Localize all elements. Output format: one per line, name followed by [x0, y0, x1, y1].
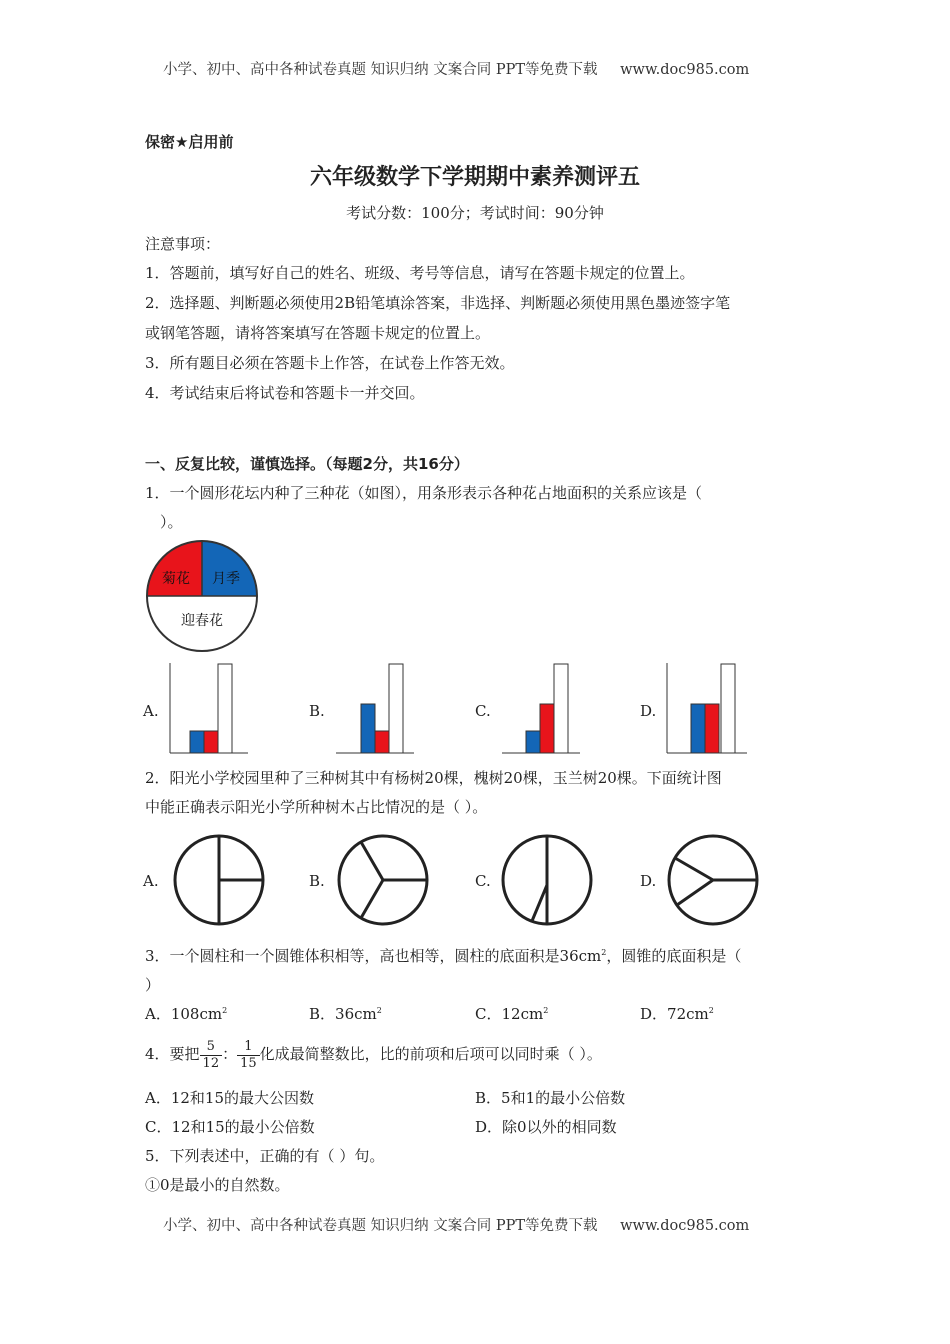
q2-text-cont: 中能正确表示阳光小学所种树木占比情况的是（ ）。 [145, 798, 488, 816]
q3-option-c[interactable]: C．$12cm^2$ [475, 1005, 549, 1023]
q2-option-b[interactable]: B. [309, 872, 325, 890]
flower-label: 菊花 [162, 571, 190, 587]
q4-option-d[interactable]: D．除0以外的相同数 [475, 1118, 617, 1136]
flower-bed-diagram [144, 538, 262, 654]
bar-chart-option-b[interactable] [334, 661, 416, 755]
bar [375, 731, 389, 753]
bar [691, 704, 705, 753]
pie-chart-option-a[interactable] [172, 833, 266, 927]
bar [554, 664, 568, 753]
footer-site[interactable]: www.doc985.com [620, 1218, 750, 1234]
q3-text-cont: ） [145, 976, 161, 994]
bar [705, 704, 719, 753]
q3-option-b[interactable]: B．$36cm^2$ [309, 1005, 382, 1023]
footer-text: 小学、初中、高中各种试卷真题 知识归纳 文案合同 PPT等免费下载 [163, 1218, 598, 1234]
page-subtitle: 考试分数：100分；考试时间：90分钟 [346, 204, 604, 222]
q2-option-d[interactable]: D. [640, 872, 657, 890]
q1-option-d[interactable]: D. [640, 702, 657, 720]
page-footer [163, 1214, 749, 1235]
q4-option-a[interactable]: A．12和15的最大公因数 [145, 1089, 315, 1107]
q1-text-cont: ）。 [160, 513, 183, 531]
note-item: 或钢笔答题，请将答案填写在答题卡规定的位置上。 [145, 324, 491, 342]
q5-item: ①0是最小的自然数。 [145, 1176, 290, 1194]
bar [526, 731, 540, 753]
bar-chart-option-d[interactable] [665, 661, 749, 755]
fraction: $\frac{1}{15}$ [237, 1039, 260, 1072]
notes-heading: 注意事项： [145, 235, 221, 253]
q1-option-c[interactable]: C. [475, 702, 491, 720]
q4-option-c[interactable]: C．12和15的最小公倍数 [145, 1118, 315, 1136]
bar [218, 664, 232, 753]
pie-chart-option-b[interactable] [336, 833, 430, 927]
page-title: 六年级数学下学期期中素养测评五 [309, 165, 640, 190]
note-item: 3．所有题目必须在答题卡上作答，在试卷上作答无效。 [145, 354, 515, 372]
q1-option-a[interactable]: A. [143, 702, 159, 720]
header-text: 小学、初中、高中各种试卷真题 知识归纳 文案合同 PPT等免费下载 [163, 62, 598, 78]
bar [721, 664, 735, 753]
header-site[interactable]: www.doc985.com [620, 62, 750, 78]
bar [389, 664, 403, 753]
note-item: 2．选择题、判断题必须使用2B铅笔填涂答案，非选择、判断题必须使用黑色墨迹签字笔 [145, 294, 731, 312]
pie-chart-option-c[interactable] [500, 833, 594, 927]
q5-text: 5．下列表述中，正确的有（ ）句。 [145, 1147, 385, 1165]
bar-chart-option-a[interactable] [168, 661, 250, 755]
q1-text: 1．一个圆形花坛内种了三种花（如图），用条形表示各种花占地面积的关系应该是（ [145, 484, 703, 502]
q2-option-a[interactable]: A. [143, 872, 159, 890]
q2-option-c[interactable]: C. [475, 872, 491, 890]
q2-text: 2．阳光小学校园里种了三种树其中有杨树20棵，槐树20棵，玉兰树20棵。下面统计图 [145, 769, 722, 787]
flower-label: 迎春花 [181, 613, 223, 629]
flower-label: 月季 [212, 571, 240, 587]
bar-chart-option-c[interactable] [500, 661, 582, 755]
q3-text: 3．一个圆柱和一个圆锥体积相等，高也相等，圆柱的底面积是$36cm^2$，圆锥的底面积是（ [145, 947, 742, 965]
pie-chart-option-d[interactable] [666, 833, 760, 927]
q3-option-d[interactable]: D．$72cm^2$ [640, 1005, 714, 1023]
secret-mark: 保密★启用前 [145, 133, 234, 151]
bar [190, 731, 204, 753]
q3-option-a[interactable]: A．$108cm^2$ [145, 1005, 228, 1023]
q4-text: 4．要把 $\frac{5}{12}$ ： $\frac{1}{15}$ 化成最简整数比，比的前项和后项可以同时乘（ ）。 [145, 1038, 602, 1071]
page-header [163, 58, 749, 79]
section-heading: 一、反复比较，谨慎选择。（每题2分，共16分） [145, 455, 469, 473]
fraction: $\frac{5}{12}$ [200, 1039, 223, 1072]
bar [361, 704, 375, 753]
q1-option-b[interactable]: B. [309, 702, 325, 720]
q4-option-b[interactable]: B．5和1的最小公倍数 [475, 1089, 626, 1107]
bar [204, 731, 218, 753]
bar [540, 704, 554, 753]
note-item: 1．答题前，填写好自己的姓名、班级、考号等信息，请写在答题卡规定的位置上。 [145, 264, 695, 282]
note-item: 4．考试结束后将试卷和答题卡一并交回。 [145, 384, 425, 402]
